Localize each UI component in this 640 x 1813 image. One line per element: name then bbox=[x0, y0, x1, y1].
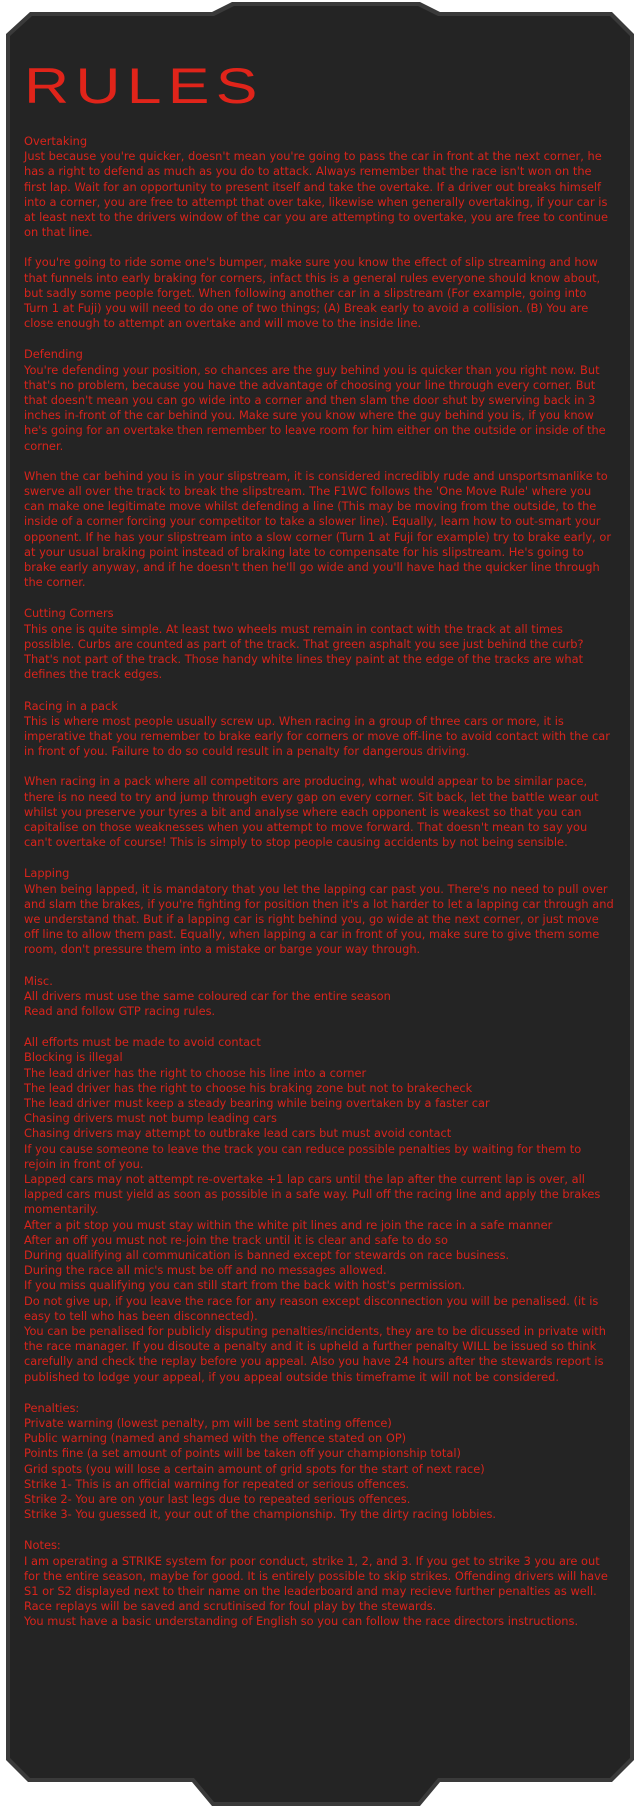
rules-content bbox=[24, 58, 614, 1646]
rule-line: Strike 3- You guessed it, your out of the championship. Try the dirty racing lobbies. bbox=[24, 1507, 497, 1522]
rules-section bbox=[24, 699, 614, 851]
rule-line: Race replays will be saved and scrutinised for foul play by the stewards. bbox=[24, 1599, 437, 1614]
section-paragraph: Just because you're quicker, doesn't mean you're going to pass the car in front at the next corner, he has a right to defend as much as you do to attack. Always remember that the race isn't won on the first lap. Wait for an opportunity to present itself and take the overtake. If a driver out breaks himself into a corner, you are free to attempt that over take, likewise when generally overtaking, if your car is at least next to the drivers window of the car you are attempting to overtake, you are free to continue on that line. bbox=[24, 149, 608, 240]
rules-section bbox=[24, 1401, 614, 1523]
rules-section bbox=[24, 347, 614, 590]
rule-line: During the race all mic's must be off and no messages allowed. bbox=[24, 1263, 387, 1278]
section-paragraph: When the car behind you is in your slipstream, it is considered incredibly rude and unsportsmanlike to swerve all over the track to break the slipstream. The F1WC follows the 'One Move Rule' where you can make one legitimate move whilst defending a line (This may be moving from the outside, to the inside of a corner forcing your competitor to take a slower line). Equally, learn how to out-smart your opponent. If he has your slipstream into a slow corner (Turn 1 at Fuji for example) try to brake early, or at your usual braking point instead of braking late to compensate for his slipstream. He's going to brake early anyway, and if he doesn't then he'll go wide and you'll have had the quicker line through the corner. bbox=[24, 468, 612, 590]
section-heading: Lapping bbox=[24, 866, 70, 881]
rules-section bbox=[24, 606, 614, 682]
section-paragraph: You're defending your position, so chances are the guy behind you is quicker than you right now. But that's no problem, because you have the advantage of choosing your line through every corner. But that doesn't mean you can go wide into a corner and then slam the door shut by swerving back in 3 inches in-front of the car behind you. Make sure you know where the guy behind you is, if you know he's going for an overtake then remember to leave room for him either on the outside or inside of the corner. bbox=[24, 362, 606, 453]
section-paragraph: When being lapped, it is mandatory that you let the lapping car past you. There's no need to pull over and slam the brakes, if you're fighting for position then it's a lot harder to let a lapping car through and we understand that. But if a lapping car is right behind you, go wide at the next corner, or just move off line to allow them past. Equally, when lapping a car in front of you, make sure to give them some room, don't pressure them into a mistake or barge your way through. bbox=[24, 881, 614, 957]
rule-line: During qualifying all communication is banned except for stewards on race business. bbox=[24, 1248, 510, 1262]
rule-line: You must have a basic understanding of English so you can follow the race directors instructions. bbox=[24, 1614, 579, 1629]
page-title: RULES bbox=[24, 58, 264, 114]
section-heading: Defending bbox=[24, 347, 83, 362]
rule-line: Grid spots (you will lose a certain amount of grid spots for the start of next race) bbox=[24, 1461, 485, 1476]
rules-section bbox=[24, 1538, 614, 1629]
rule-line: After an off you must not re-join the track until it is clear and safe to do so bbox=[24, 1232, 448, 1247]
rules-sections bbox=[24, 134, 614, 1630]
rule-line: Blocking is illegal bbox=[24, 1050, 123, 1065]
rule-line: Chasing drivers must not bump leading cars bbox=[24, 1111, 277, 1126]
rules-section bbox=[24, 1035, 614, 1385]
rule-line: Chasing drivers may attempt to outbrake lead cars but must avoid contact bbox=[24, 1126, 452, 1141]
rule-line: Strike 2- You are on your last legs due to repeated serious offences. bbox=[24, 1492, 411, 1507]
section-paragraph: When racing in a pack where all competitors are producing, what would appear to be similar pace, there is no need to try and jump through every gap on every corner. Sit back, let the battle wear out whilst you preserve your tyres a bit and analyse where each opponent is weakest so that you can capitalise on those weaknesses when you attempt to move forward. That doesn't mean to say you can't overtake of course! This is simply to stop people causing accidents by not being sensible. bbox=[24, 774, 599, 850]
rule-line: Strike 1- This is an official warning for repeated or serious offences. bbox=[24, 1476, 410, 1491]
section-paragraph: This one is quite simple. At least two wheels must remain in contact with the track at all times possible. Curbs are counted as part of the track. That green asphalt you see just behind the curb? That's not part of the track. Those handy white lines they paint at the edge of the tracks are what defines the track edges. bbox=[24, 621, 584, 682]
rule-line: After a pit stop you must stay within the white pit lines and re join the race in a safe manner bbox=[24, 1217, 553, 1232]
rule-line: You can be penalised for publicly disputing penalties/incidents, they are to be dicussed in private with the race manager. If you disoute a penalty and it is upheld a further penalty WILL be issued so think carefully and check the replay before you appeal. Also you have 24 hours after the stewards report is published to lodge your appeal, if you appeal outside this timeframe it will not be considered. bbox=[24, 1324, 606, 1384]
rule-line: Do not give up, if you leave the race for any reason except disconnection you will be penalised. (it is easy to tell who has been disconnected). bbox=[24, 1293, 599, 1323]
rules-section bbox=[24, 866, 614, 957]
rule-line: The lead driver has the right to choose his line into a corner bbox=[24, 1065, 367, 1080]
section-heading: Racing in a pack bbox=[24, 698, 118, 713]
rule-line: Private warning (lowest penalty, pm will be sent stating offence) bbox=[24, 1416, 392, 1431]
section-heading: Misc. bbox=[24, 973, 53, 988]
section-paragraph: If you're going to ride some one's bumper, make sure you know the effect of slip streaming and how that funnels into early braking for corners, infact this is a general rules everyone should know about, but sadly some people forget. When following another car in a slipstream (For example, going into Turn 1 at Fuji) you will need to do one of two things; (A) Break early to avoid a collision. (B) You are close enough to attempt an overtake and will move to the inside line. bbox=[24, 255, 601, 331]
rule-line: If you miss qualifying you can still start from the back with host's permission. bbox=[24, 1278, 466, 1293]
section-heading: Cutting Corners bbox=[24, 606, 114, 621]
rules-section bbox=[24, 974, 614, 1020]
rules-section bbox=[24, 134, 614, 331]
rule-line: All drivers must use the same coloured car for the entire season bbox=[24, 988, 391, 1003]
rule-line: The lead driver has the right to choose his braking zone but not to brakecheck bbox=[24, 1080, 473, 1095]
rule-line: Points fine (a set amount of points will be taken off your championship total) bbox=[24, 1446, 461, 1461]
rule-line: Read and follow GTP racing rules. bbox=[24, 1003, 216, 1018]
section-heading: Overtaking bbox=[24, 134, 88, 148]
section-paragraph: This is where most people usually screw up. When racing in a group of three cars or more, it is imperative that you remember to brake early for corners or move off-line to avoid contact with the car in front of you. Failure to do so could result in a penalty for dangerous driving. bbox=[24, 713, 610, 759]
rule-line: I am operating a STRIKE system for poor conduct, strike 1, 2, and 3. If you get to strike 3 you are out for the entire season, maybe for good. It is entirely possible to skip strikes. Offending drivers will have S1 or S2 displayed next to their name on the leaderboard and may recieve further penalties as well. bbox=[24, 1553, 608, 1599]
rule-line: Lapped cars may not attempt re-overtake +1 lap cars until the lap after the current lap is over, all lapped cars must yield as soon as possible in a safe way. Pull off the racing line and apply the brakes momentarily. bbox=[24, 1171, 601, 1217]
section-heading: Notes: bbox=[24, 1538, 61, 1553]
rule-line: If you cause someone to leave the track you can reduce possible penalties by waiting for them to rejoin in front of you. bbox=[24, 1141, 582, 1171]
section-heading: Penalties: bbox=[24, 1400, 80, 1415]
rule-line: All efforts must be made to avoid contact bbox=[24, 1035, 261, 1050]
rule-line: The lead driver must keep a steady bearing while being overtaken by a faster car bbox=[24, 1095, 490, 1110]
rule-line: Public warning (named and shamed with the offence stated on OP) bbox=[24, 1431, 407, 1446]
